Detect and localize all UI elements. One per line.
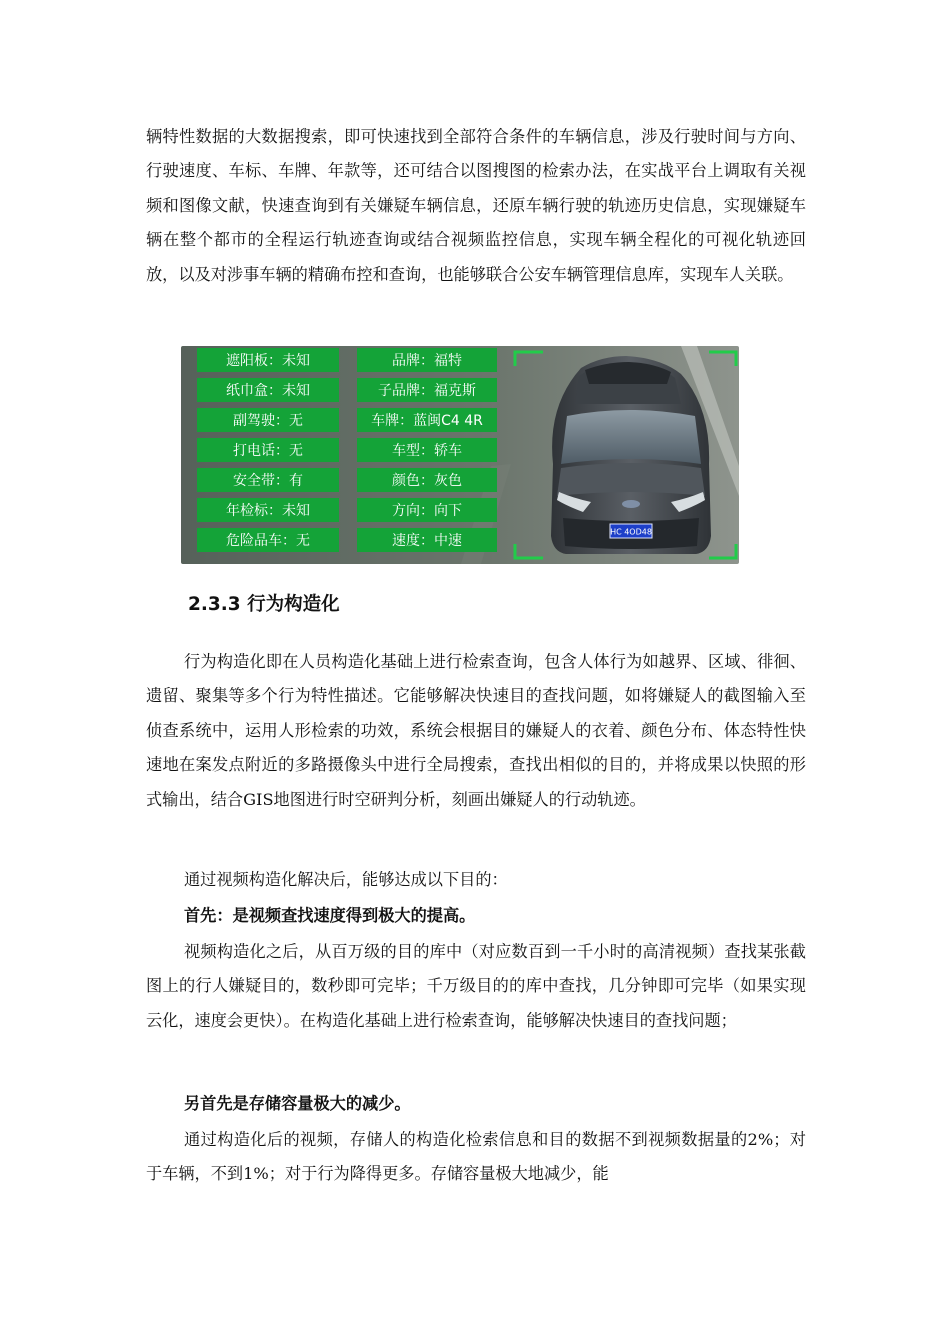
- paragraph-vehicle-search: 辆特性数据的大数据搜索，即可快速找到全部符合条件的车辆信息，涉及行驶时间与方向、行驶速度、车标、车牌、年款等，还可结合以图搜图的检索办法，在实战平台上调取有关视频和图像文献，快速查询到有关嫌疑车辆信息，还原车辆行驶的轨迹历史信息，实现嫌疑车辆在整个都市的全程运行轨迹查询或结合视频监控信息，实现车辆全程化的可视化轨迹回放，以及对涉事车辆的精确布控和查询，也能够联合公安车辆管理信息库，实现车人关联。: [146, 127, 806, 284]
- section-heading: 2.3.3 行为构造化: [188, 594, 340, 615]
- left-attribute-label-text: 安全带：有: [233, 473, 303, 489]
- left-attribute-label-text: 纸巾盒：未知: [226, 383, 310, 399]
- left-attribute-label-text: 副驾驶：无: [233, 413, 303, 429]
- vehicle-attribute-figure: [181, 346, 739, 564]
- paragraph-speed-detail: 视频构造化之后，从百万级的目的库中（对应数百到一千小时的高清视频）查找某张截图上的行人嫌疑目的，数秒即可完毕；千万级目的的库中查找，几分钟即可完毕（如果实现云化，速度会更快）。在构造化基础上进行检索查询，能够解决快速目的查找问题；: [146, 942, 806, 1030]
- left-attribute-label-text: 遮阳板：未知: [226, 353, 310, 369]
- right-attribute-label-text: 车型：轿车: [392, 443, 462, 459]
- left-attribute-labels: [197, 348, 339, 552]
- paragraph-storage-detail: 通过构造化后的视频，存储人的构造化检索信息和目的数据不到视频数据量的2%；对于车辆，不到1%；对于行为降得更多。存储容量极大地减少，能: [146, 1130, 806, 1184]
- right-attribute-label-text: 车牌：蓝闽C4 4R: [371, 413, 483, 429]
- paragraph-behavior-structuring: 行为构造化即在人员构造化基础上进行检索查询，包含人体行为如越界、区域、徘徊、遗留、聚集等多个行为特性描述。它能够解决快速目的查找问题，如将嫌疑人的截图输入至侦查系统中，运用人形检索的功效，系统会根据目的嫌疑人的衣着、颜色分布、体态特性快速地在案发点附近的多路摄像头中进行全局搜索，查找出相似的目的，并将成果以快照的形式输出，结合GIS地图进行时空研判分析，刻画出嫌疑人的行动轨迹。: [146, 652, 806, 809]
- left-attribute-label-text: 年检标：未知: [226, 503, 310, 519]
- right-attribute-label-text: 品牌：福特: [392, 353, 462, 369]
- left-attribute-label-text: 打电话：无: [233, 443, 303, 459]
- right-attribute-label-text: 速度：中速: [392, 533, 462, 549]
- paragraph-point-storage: 另首先是存储容量极大的减少。: [184, 1094, 411, 1113]
- license-plate-text: HC 4OD48: [610, 527, 652, 537]
- vehicle-attribute-image: [181, 346, 739, 564]
- right-attribute-label-text: 子品牌：福克斯: [378, 383, 476, 399]
- right-attribute-label-text: 颜色：灰色: [392, 473, 462, 489]
- paragraph-point-speed: 首先：是视频查找速度得到极大的提高。: [184, 906, 476, 925]
- right-attribute-label-text: 方向：向下: [392, 503, 462, 519]
- car-image: [551, 356, 711, 554]
- right-attribute-labels: [357, 348, 497, 552]
- paragraph-goals-intro: 通过视频构造化解决后，能够达成以下目的：: [184, 870, 508, 889]
- left-attribute-label-text: 危险品车：无: [226, 533, 310, 549]
